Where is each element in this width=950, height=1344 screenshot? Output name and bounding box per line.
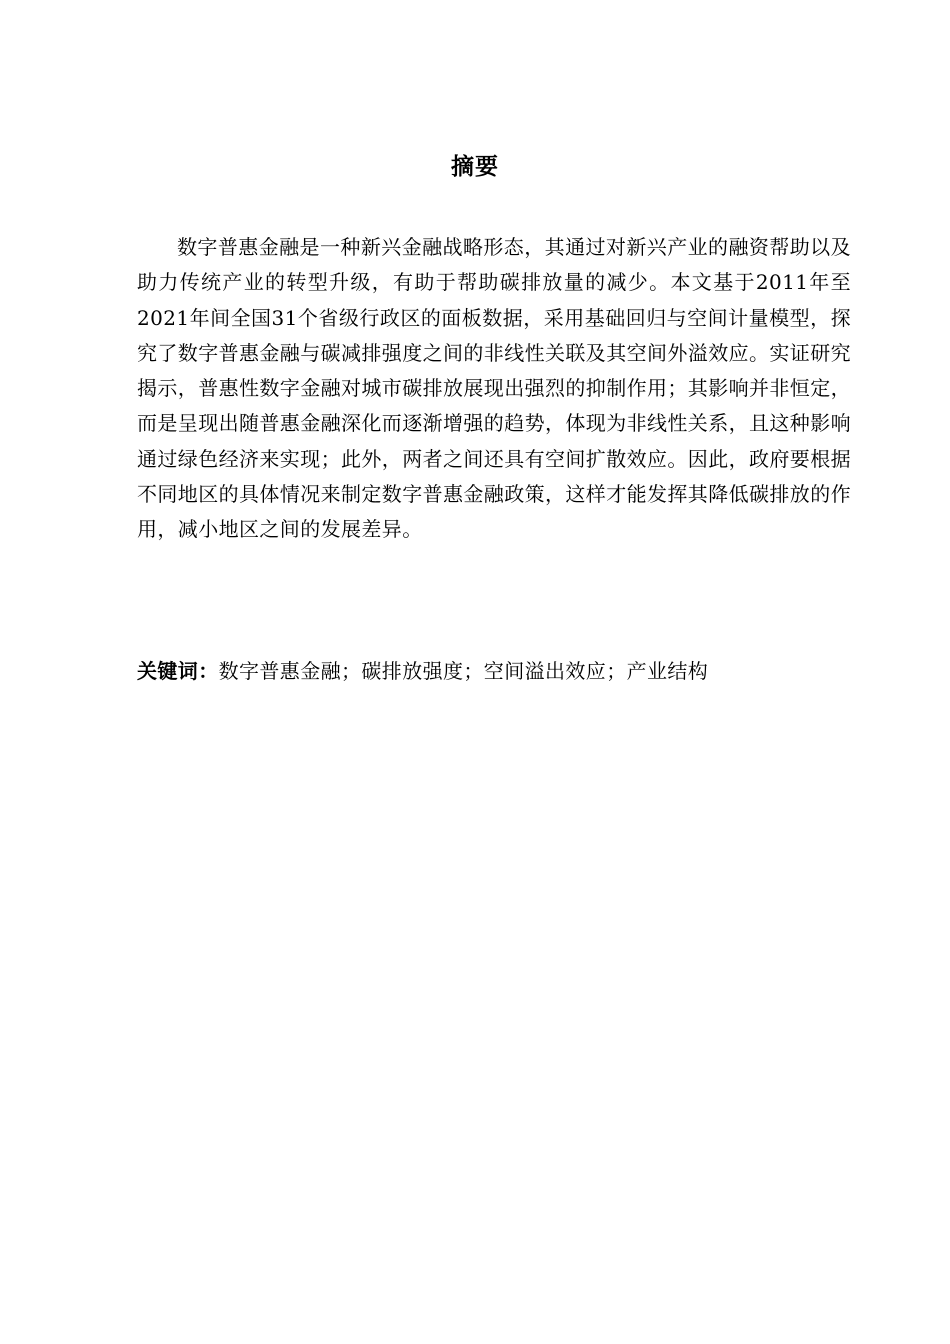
abstract-paragraph: 数字普惠金融是一种新兴金融战略形态，其通过对新兴产业的融资帮助以及助力传统产业的转型升级，有助于帮助碳排放量的减少。本文基于2011年至2021年间全国31个省级行政区的面板数据，采用基础回归与空间计量模型，探究了数字普惠金融与碳减排强度之间的非线性关联及其空间外溢效应。实证研究揭示，普惠性数字金融对城市碳排放展现出强烈的抑制作用；其影响并非恒定，而是呈现出随普惠金融深化而逐渐增强的趋势，体现为非线性关系，且这种影响通过绿色经济来实现；此外，两者之间还具有空间扩散效应。因此，政府要根据不同地区的具体情况来制定数字普惠金融政策，这样才能发挥其降低碳排放的作用，减小地区之间的发展差异。 [137,235,851,542]
keywords-line [137,654,851,688]
keywords-text: 数字普惠金融；碳排放强度；空间溢出效应；产业结构 [218,659,709,683]
page-title: 摘要 [451,154,499,180]
keywords-label: 关键词： [137,659,219,683]
